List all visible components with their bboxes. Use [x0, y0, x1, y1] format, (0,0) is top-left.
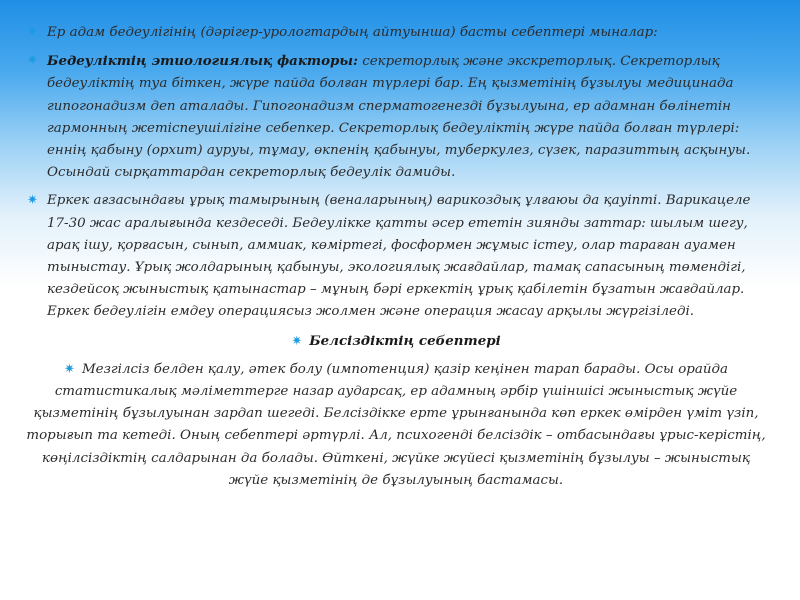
- paragraph-varicocele: [24, 190, 768, 323]
- star-bullet-icon: ✷: [291, 333, 303, 349]
- section-heading-impotence-causes: [24, 330, 768, 353]
- paragraph-text: Мезгілсіз белден қалу, әтек болу (импотенция) қазір кеңінен тарап барады. Осы орайда статистикалық мәліметтерге назар аударсақ, ер адамның әрбір үшіншісі жыныстық жүйе қызметінің бұзылуынан зардап шегеді. Белсіздікке ерте ұрынғанында көп еркек өмірден үміт үзіп, торығып та кетеді. Оның себептері әртүрлі. Ал, психогенді белсіздік – отбасындағы ұрыс-керістің, көңілсіздіктің салдарынан да болады. Өйткені, жүйке жүйесі қызметінің бұзылуы – жыныстық жүйе қызметінің де бұзылуының бастамасы.: [26, 361, 766, 488]
- paragraph-text: Ер адам бедеулігінің (дәрігер-урологтардың айтуынша) басты себептері мыналар:: [47, 25, 658, 40]
- star-bullet-icon: ✷: [64, 361, 75, 377]
- section-heading-text: Белсіздіктің себептері: [309, 332, 501, 349]
- star-bullet-icon: ✷: [27, 25, 38, 40]
- star-bullet-icon: ✷: [27, 193, 38, 209]
- paragraph-text: секреторлық және экскреторлық. Секреторлық бедеуліктің туа біткен, жүре пайда болған түрлері бар. Ең қызметінің бұзылуы медицинада гипогонадизм деп аталады. Гипогонадизм сперматогенезді бұзылуына, ер адамнан бөлінетін гармонның жетіспеушілігіне себепкер. Секреторлық бедеуліктің жүре пайда болған түрлері: еннің қабыну (орхит) ауруы, тұмау, өкпенің қабынуы, туберкулез, сүзек, паразиттың асқынуы. Осындай сырқаттардан секреторлық бедеулік дамиды.: [47, 54, 751, 181]
- etiology-heading: Бедеуліктің этиологиялық факторы:: [47, 53, 358, 70]
- paragraph-impotence: [24, 359, 768, 492]
- paragraph-causes-intro: [24, 22, 768, 44]
- star-bullet-icon: ✷: [27, 53, 38, 69]
- paragraph-etiology: [24, 50, 768, 184]
- slide-content: [24, 22, 768, 498]
- paragraph-text: Еркек ағзасындағы ұрық тамырының (веналарының) варикоздық ұлғаюы да қауіпті. Варикацеле 17-30 жас аралығында кездеседі. Бедеулікке қатты әсер ететін зиянды заттар: шылым шегу, арақ ішу, қорғасын, сынып, аммиак, көміртегі, фосформен жұмыс істеу, олар тараған ауамен тыныстау. Ұрық жолдарының қабынуы, экологиялық жағдайлар, тамақ сапасының төмендігі, кездейсоқ жыныстық қатынастар – мұның бәрі еркектің ұрық қабілетін бұзатын жағдайлар. Еркек бедеулігін емдеу операциясыз жолмен және операция жасау арқылы жүргізіледі.: [47, 193, 751, 320]
